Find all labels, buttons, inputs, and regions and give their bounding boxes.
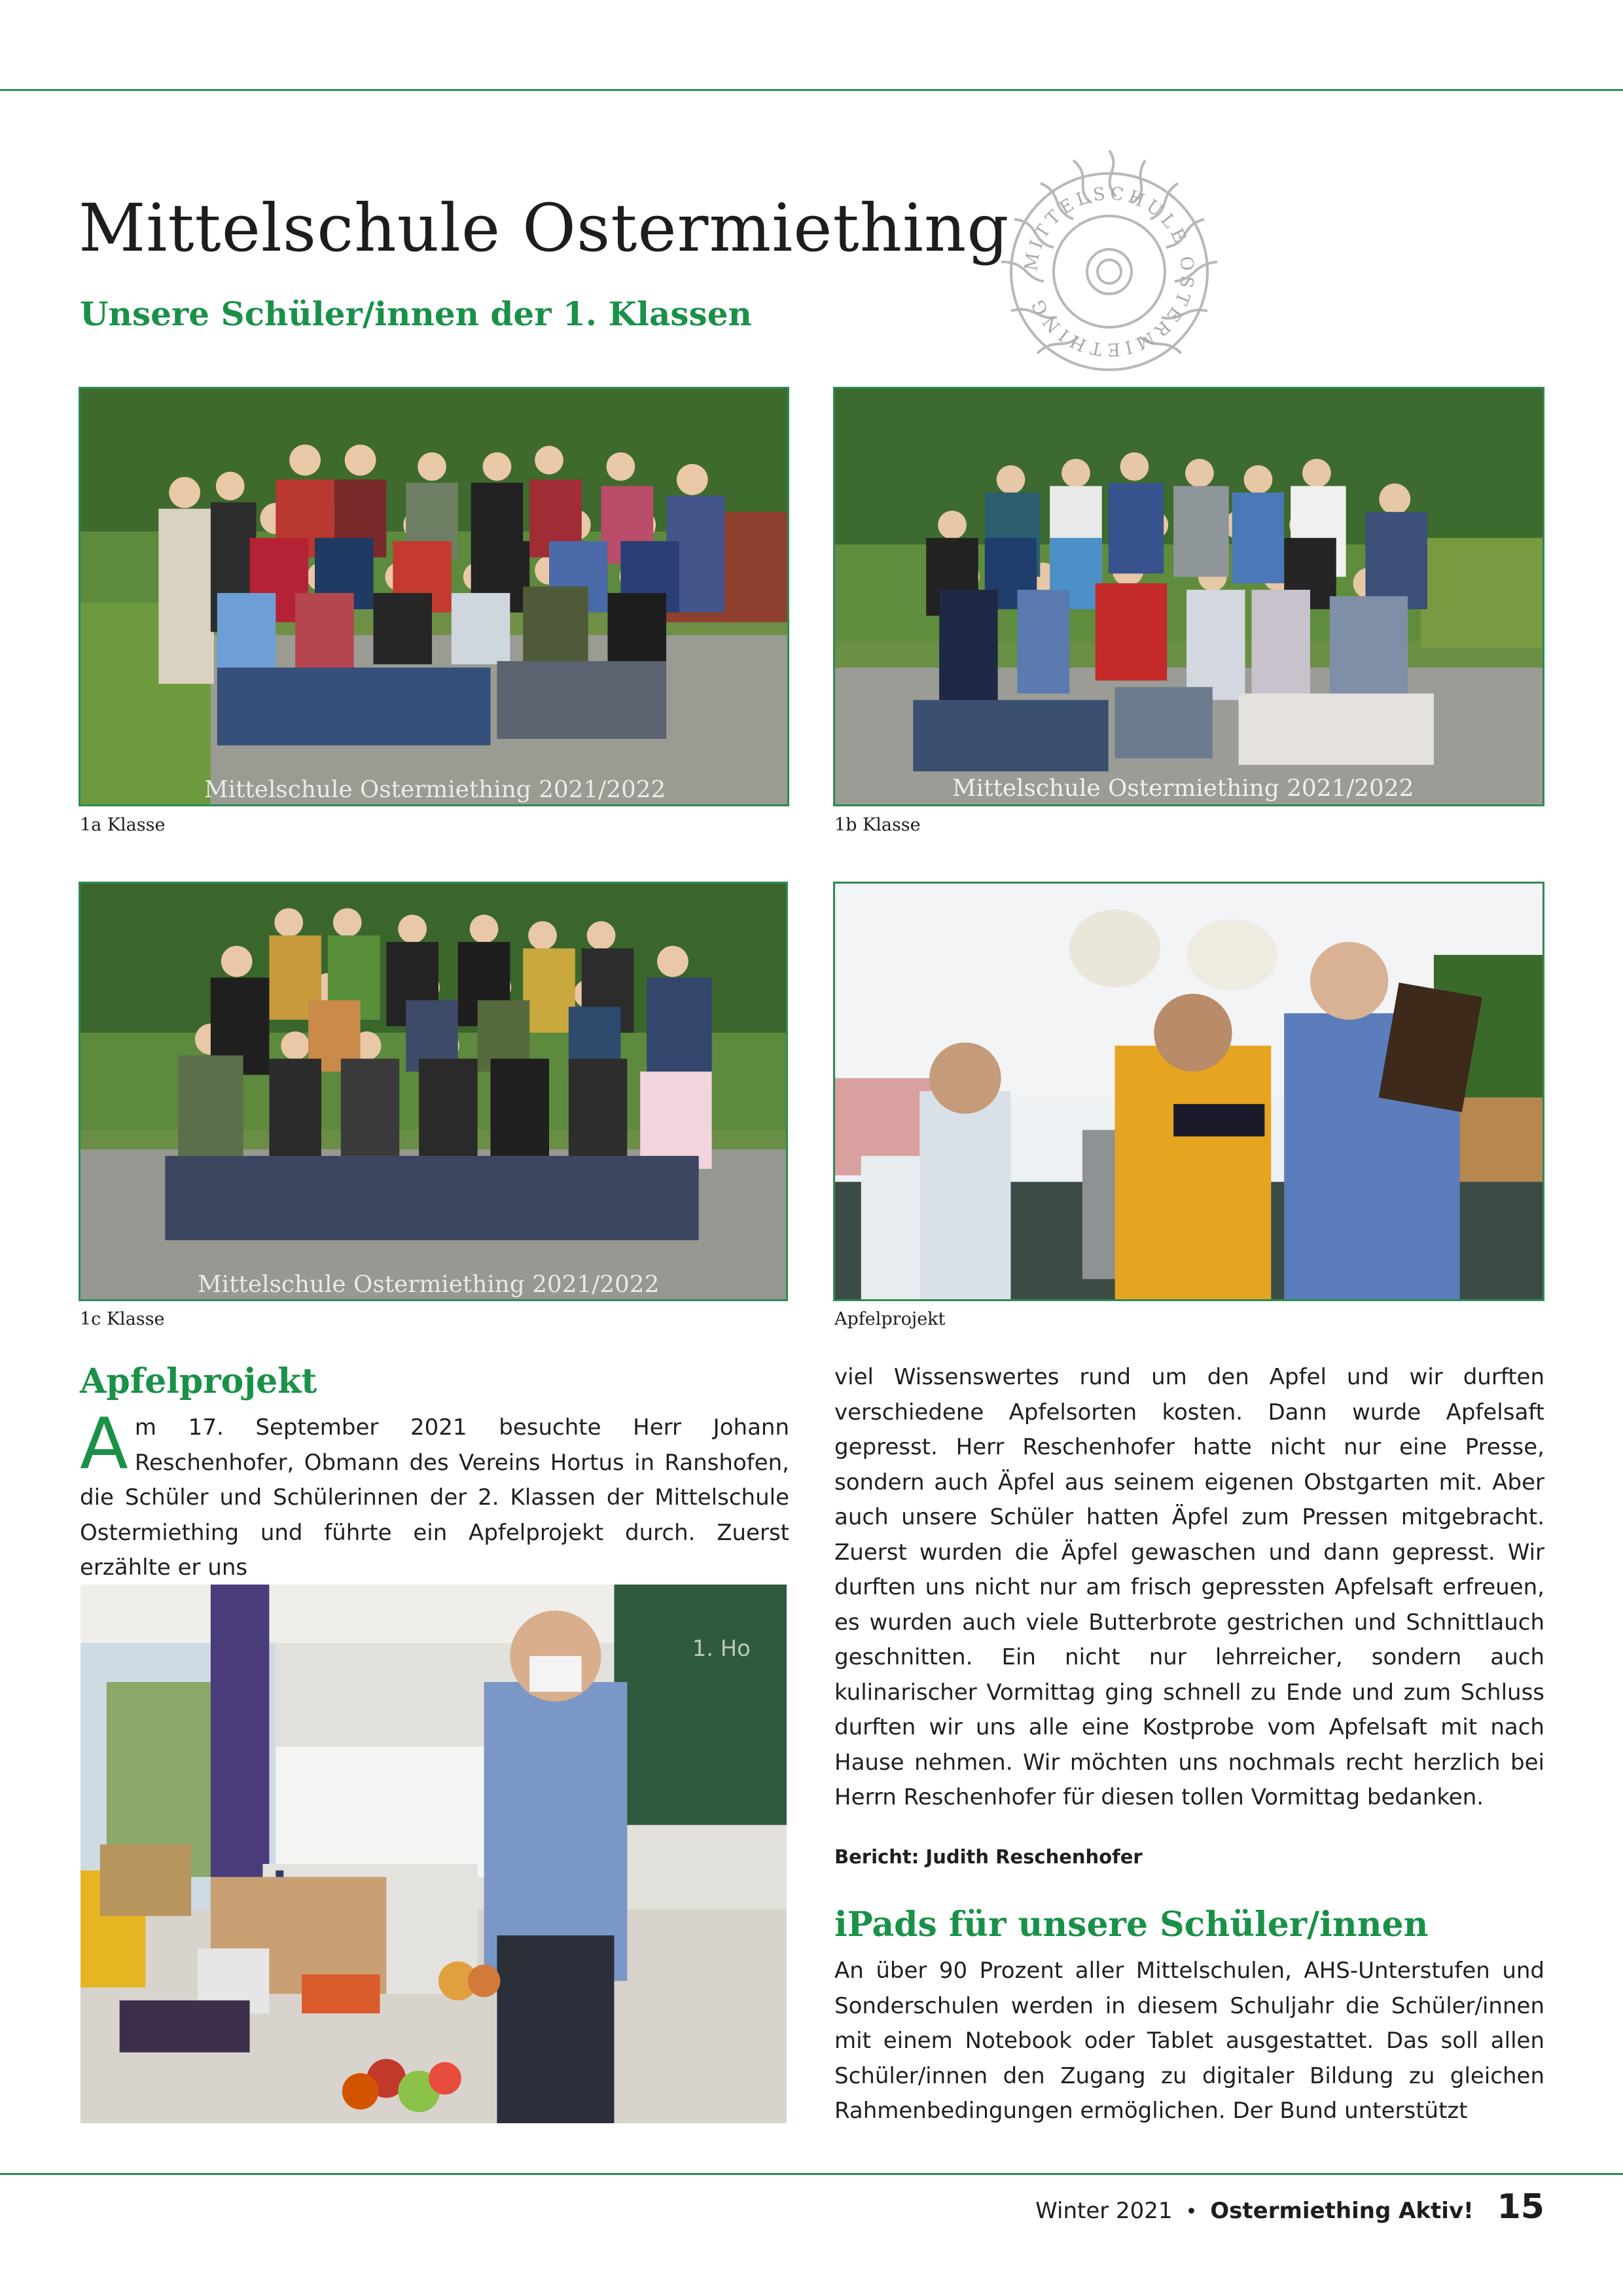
ipads-text: An über 90 Prozent aller Mittelschulen, AHS-Unterstufen und Sonderschulen werden in diesem Schuljahr die Schüler/innen mit einem Notebook oder Tablet ausgestattet. Das soll allen Schüler/innen den Zugang zu digitaler Bildung zu gleichen Rahmenbedingungen ermöglichen. Der Bund unterstützt — [834, 1958, 1544, 2124]
report-credit: Bericht: Judith Reschenhofer — [834, 1846, 1143, 1868]
caption-1c: 1c Klasse — [80, 1309, 165, 1329]
photo-watermark: Mittelschule Ostermiething 2021/2022 — [198, 1271, 660, 1299]
photo-class-1a — [79, 387, 789, 806]
drop-cap: A — [80, 1403, 128, 1485]
svg-text:1. Ho: 1. Ho — [692, 1636, 751, 1662]
apfelprojekt-heading: Apfelprojekt — [80, 1361, 317, 1401]
page-footer — [1035, 2187, 1544, 2233]
top-rule — [0, 89, 1623, 91]
sun-logo-icon — [975, 137, 1243, 399]
apple-press-image — [835, 884, 1543, 1299]
apfelprojekt-text-right: viel Wissenswertes rund um den Apfel und wir durften verschiedene Apfelsorten kosten. Dann wurde Apfelsaft gepresst. Herr Reschenhofer hatte nicht nur eine Presse, sondern auch Äpfel aus seinem eigenen Obstgarten mit. Aber auch unsere Schüler hatten Äpfel zum Pressen mitgebracht. Zuerst wurden die Äpfel gewaschen und dann gepresst. Wir durften uns nicht nur am frisch gepressten Apfelsaft erfreuen, es wurden auch viele Butterbrote gestrichen und Schnittlauch geschnitten. Ein nicht nur lehrreicher, sondern auch kulinarischer Vormittag ging schnell zu Ende und zum Schluss durften wir uns alle eine Kostprobe vom Apfelsaft mit nach Hause nehmen. Wir möchten uns nochmals recht herzlich bei Herrn Reschenhofer für diesen tollen Vormittag bedanken. — [834, 1364, 1544, 1810]
footer-issue: Winter 2021 — [1035, 2198, 1173, 2224]
apfelprojekt-intro: m 17. September 2021 besuchte Herr Johann Reschenhofer, Obmann des Vereins Hortus in Ranshofen, die Schüler und Schülerinnen der 2. Klassen der Mittelschule Ostermiething und führte ein Apfelprojekt durch. Zuerst erzählte er uns — [80, 1414, 789, 1581]
classroom-image — [80, 1585, 787, 2123]
photo-watermark: Mittelschule Ostermiething 2021/2022 — [204, 776, 666, 804]
school-logo — [975, 137, 1243, 399]
photo-class-1b — [833, 387, 1544, 806]
page-title: Mittelschule Ostermiething — [79, 190, 1010, 266]
class-photo-1b-image — [835, 389, 1543, 804]
photo-apple-press — [833, 882, 1544, 1301]
photo-classroom — [79, 1583, 789, 2125]
caption-1b: 1b Klasse — [834, 815, 921, 835]
photo-watermark: Mittelschule Ostermiething 2021/2022 — [952, 775, 1414, 802]
page-number: 15 — [1497, 2187, 1544, 2227]
photo-class-1c — [79, 882, 788, 1301]
ipads-heading: iPads für unsere Schüler/innen — [834, 1905, 1429, 1945]
caption-apfelprojekt: Apfelprojekt — [834, 1309, 946, 1329]
logo-ring-text: MITTELSCHULE OSTERMIETHING — [1020, 183, 1198, 360]
footer-separator: • — [1185, 2200, 1198, 2223]
footer-magazine: Ostermiething Aktiv! — [1210, 2198, 1474, 2224]
apfelprojekt-text-left — [80, 1403, 789, 1586]
class-photo-1a-image — [80, 389, 787, 804]
caption-1a: 1a Klasse — [80, 815, 166, 835]
bottom-rule — [0, 2173, 1623, 2175]
class-photo-1c-image — [80, 884, 786, 1299]
page-subtitle: Unsere Schüler/innen der 1. Klassen — [80, 295, 752, 333]
